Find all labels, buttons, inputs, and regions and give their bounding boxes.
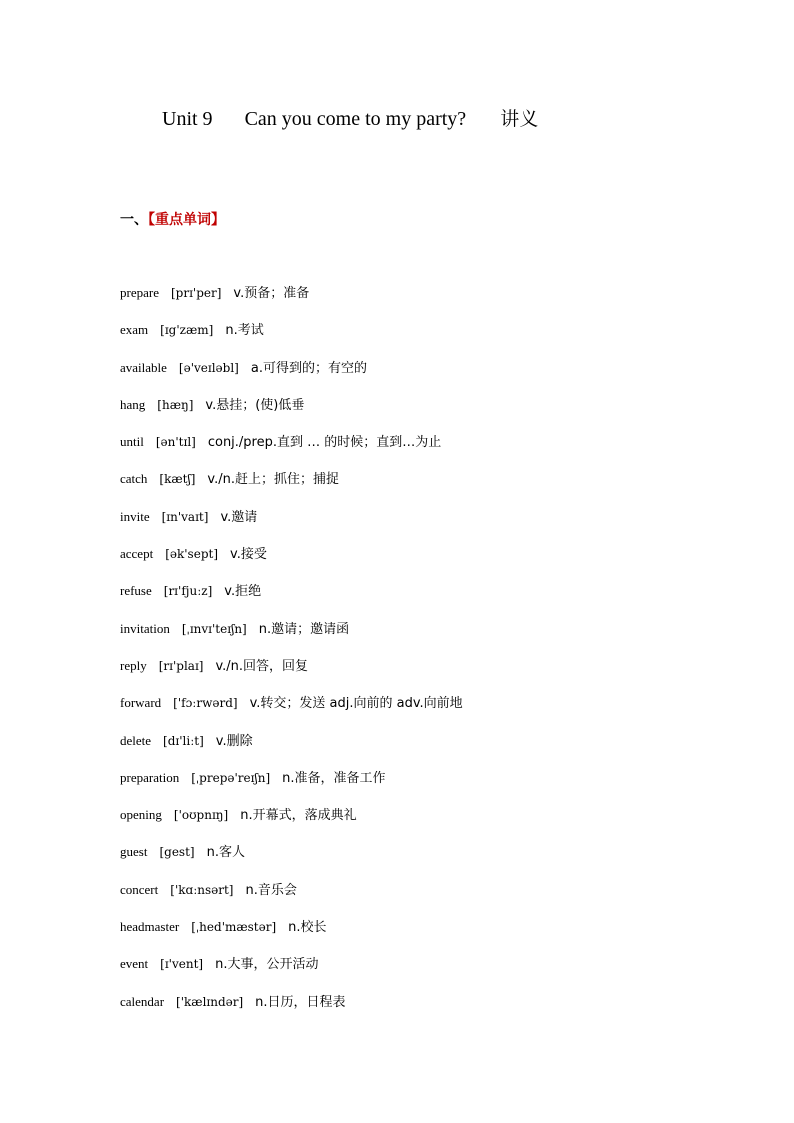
vocab-meaning: v./n.回答，回复 bbox=[215, 658, 309, 674]
vocab-meaning: conj./prep.直到 … 的时候；直到…为止 bbox=[207, 435, 442, 451]
vocab-word: available bbox=[120, 359, 167, 375]
vocab-word: catch bbox=[120, 471, 148, 487]
vocab-item bbox=[120, 431, 475, 468]
vocab-phonetic: [ə'veɪləbl] bbox=[178, 360, 239, 375]
vocab-item bbox=[120, 953, 475, 990]
title-suffix: 讲义 bbox=[500, 108, 539, 130]
vocab-phonetic: [prɪ'per] bbox=[170, 286, 222, 300]
vocab-word: concert bbox=[120, 881, 159, 897]
vocab-item bbox=[120, 916, 475, 953]
title-unit: Unit 9 bbox=[162, 108, 213, 130]
vocab-item bbox=[120, 357, 475, 394]
vocab-phonetic: [ˌprepə'reɪʃn] bbox=[191, 770, 271, 785]
vocab-phonetic: [ən'tɪl] bbox=[155, 435, 196, 450]
vocab-meaning: n.准备，准备工作 bbox=[282, 770, 386, 786]
vocab-word: event bbox=[120, 956, 149, 972]
vocab-meaning: v.接受 bbox=[230, 547, 267, 563]
vocab-phonetic: [ɪ'vent] bbox=[160, 957, 204, 972]
vocab-word: reply bbox=[120, 657, 147, 673]
vocab-item bbox=[120, 282, 475, 319]
vocab-word: invitation bbox=[120, 620, 170, 636]
vocab-word: opening bbox=[120, 807, 162, 823]
page-title bbox=[162, 104, 538, 131]
vocab-meaning: n.邀请；邀请函 bbox=[258, 621, 350, 637]
vocab-word: exam bbox=[120, 322, 149, 338]
vocab-phonetic: [ˌɪnvɪ'teɪʃn] bbox=[181, 621, 247, 636]
vocab-word: prepare bbox=[120, 285, 159, 300]
vocab-item bbox=[120, 767, 475, 804]
vocab-phonetic: ['oʊpnɪŋ] bbox=[173, 808, 229, 823]
vocab-meaning: n.音乐会 bbox=[245, 882, 297, 898]
vocab-word: calendar bbox=[120, 993, 165, 1009]
vocab-phonetic: [rɪ'plaɪ] bbox=[158, 658, 204, 673]
vocab-item bbox=[120, 841, 475, 878]
vocab-phonetic: ['kɑːnsərt] bbox=[170, 882, 234, 897]
vocab-phonetic: [dɪ'liːt] bbox=[163, 733, 204, 748]
vocab-meaning: n.日历，日程表 bbox=[255, 994, 346, 1010]
vocab-phonetic: [ɪg'zæm] bbox=[160, 323, 214, 338]
vocab-item bbox=[120, 618, 475, 655]
vocab-word: headmaster bbox=[120, 919, 180, 935]
vocab-meaning: v.预备；准备 bbox=[233, 286, 310, 301]
vocab-item bbox=[120, 879, 475, 916]
vocab-meaning: n.客人 bbox=[206, 845, 245, 861]
vocab-phonetic: [rɪ'fjuːz] bbox=[163, 584, 213, 599]
vocab-item bbox=[120, 580, 475, 617]
vocab-word: invite bbox=[120, 508, 150, 524]
vocab-word: delete bbox=[120, 732, 152, 748]
title-question: Can you come to my party? bbox=[244, 108, 467, 130]
vocab-phonetic: ['kælɪndər] bbox=[176, 994, 244, 1009]
vocab-phonetic: [hæŋ] bbox=[157, 397, 194, 412]
vocab-phonetic: [gest] bbox=[159, 845, 195, 860]
vocab-meaning: v.悬挂；(使)低垂 bbox=[205, 397, 305, 413]
vocab-word: preparation bbox=[120, 769, 180, 785]
vocab-item bbox=[120, 468, 475, 505]
section-heading bbox=[120, 209, 225, 229]
vocab-item bbox=[120, 394, 475, 431]
vocab-meaning: v.转交；发送 adj.向前的 adv.向前地 bbox=[249, 696, 463, 712]
vocab-meaning: v.删除 bbox=[215, 733, 253, 749]
vocab-meaning: a.可得到的；有空的 bbox=[250, 360, 367, 376]
vocab-meaning: n.大事，公开活动 bbox=[215, 957, 319, 973]
vocab-meaning: n.开幕式，落成典礼 bbox=[240, 808, 357, 824]
vocab-item bbox=[120, 804, 475, 841]
vocab-phonetic: [ɪn'vaɪt] bbox=[161, 509, 209, 524]
vocab-meaning: v.邀请 bbox=[220, 509, 258, 525]
vocab-item bbox=[120, 692, 475, 729]
vocab-item bbox=[120, 655, 475, 692]
vocab-word: guest bbox=[120, 844, 148, 860]
vocab-item bbox=[120, 543, 475, 580]
vocab-item bbox=[120, 730, 475, 767]
vocab-item bbox=[120, 319, 475, 356]
vocab-phonetic: ['fɔːrwərd] bbox=[173, 696, 238, 711]
vocab-word: until bbox=[120, 434, 144, 450]
vocab-phonetic: [ək'sept] bbox=[165, 547, 219, 562]
vocab-word: accept bbox=[120, 546, 154, 562]
vocab-item bbox=[120, 506, 475, 543]
vocab-word: forward bbox=[120, 695, 162, 711]
vocab-phonetic: [kætʃ] bbox=[159, 472, 196, 487]
section-label: 【重点单词】 bbox=[148, 212, 225, 228]
vocab-word: hang bbox=[120, 396, 146, 412]
vocab-meaning: n.校长 bbox=[288, 920, 327, 936]
vocab-item bbox=[120, 991, 475, 1028]
vocab-meaning: v./n.赶上；抓住；捕捉 bbox=[207, 472, 339, 488]
vocab-phonetic: [ˌhed'mæstər] bbox=[191, 920, 277, 935]
vocab-meaning: v.拒绝 bbox=[224, 584, 262, 600]
section-number: 一、 bbox=[120, 212, 148, 228]
vocab-meaning: n.考试 bbox=[225, 323, 264, 339]
vocab-word: refuse bbox=[120, 583, 152, 599]
vocab-list bbox=[120, 282, 475, 1028]
